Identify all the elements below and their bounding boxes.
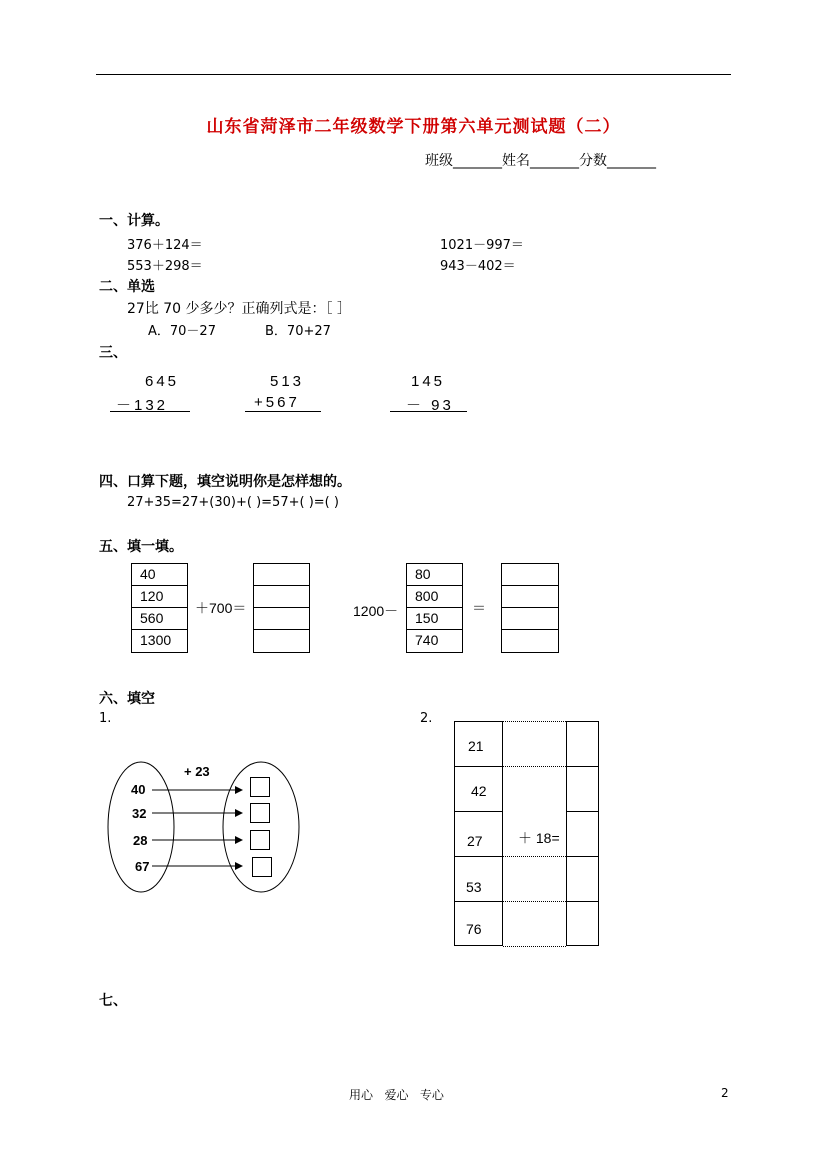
vertical-problem-bottom: － 93 <box>406 397 454 414</box>
column-value: 27 <box>467 833 483 849</box>
mapping-value: 28 <box>133 833 148 848</box>
vertical-problem-line <box>245 411 321 412</box>
header-rule <box>96 74 731 75</box>
single-choice-question: 27比 70 少多少？正确列式是：［ ］ <box>127 301 351 317</box>
question-1-label: 1. <box>99 711 112 726</box>
vertical-problem-top: 145 <box>411 373 446 390</box>
mapping-value: 32 <box>132 806 147 821</box>
column-value: 42 <box>471 783 487 799</box>
answer-box[interactable] <box>250 830 270 850</box>
answer-cell[interactable] <box>501 585 559 608</box>
answer-box[interactable] <box>250 777 270 797</box>
section-7-heading: 七、 <box>99 993 127 1009</box>
answer-cell[interactable] <box>566 811 599 857</box>
table-cell: 740 <box>406 629 463 653</box>
answer-cell[interactable] <box>253 607 310 630</box>
answer-box[interactable] <box>252 857 272 877</box>
page-title: 山东省菏泽市二年级数学下册第六单元测试题（二） <box>206 117 621 137</box>
option-b: B．70+27 <box>265 324 331 339</box>
table-cell: 800 <box>406 585 463 608</box>
answer-cell[interactable] <box>253 629 310 653</box>
table-cell: 40 <box>131 563 188 586</box>
section-1-heading: 一、计算。 <box>99 213 169 229</box>
column-operation: ＋ 18= <box>518 830 560 846</box>
right-prefix: 1200－ <box>353 603 399 619</box>
answer-cell[interactable] <box>253 585 310 608</box>
calc-item: 1021－997＝ <box>440 238 524 253</box>
right-equals: ＝ <box>472 600 486 616</box>
answer-cell[interactable] <box>253 563 310 586</box>
table-cell: 80 <box>406 563 463 586</box>
left-operation: ＋700＝ <box>195 600 247 616</box>
section-5-heading: 五、填一填。 <box>99 539 183 555</box>
option-a: A．70－27 <box>148 324 216 339</box>
mapping-value: 67 <box>135 859 150 874</box>
answer-cell[interactable] <box>501 607 559 630</box>
table-cell: 560 <box>131 607 188 630</box>
answer-cell[interactable] <box>566 901 599 946</box>
answer-cell[interactable] <box>566 856 599 902</box>
table-cell: 1300 <box>131 629 188 653</box>
mental-math-expression: 27+35=27+(30)+( )=57+( )=( ) <box>127 495 339 510</box>
page-number: 2 <box>721 1086 729 1100</box>
section-3-heading: 三、 <box>99 345 127 361</box>
dotted-connector <box>503 901 566 902</box>
question-2-label: 2. <box>420 711 433 726</box>
column-value: 76 <box>466 921 482 937</box>
answer-cell[interactable] <box>501 629 559 653</box>
vertical-problem-top: 513 <box>270 373 305 390</box>
answer-cell[interactable] <box>566 721 599 767</box>
mapping-value: 40 <box>131 782 146 797</box>
calc-item: 553＋298＝ <box>127 259 203 274</box>
vertical-problem-top: 645 <box>145 373 180 390</box>
answer-box[interactable] <box>250 803 270 823</box>
table-cell: 150 <box>406 607 463 630</box>
column-value: 21 <box>468 738 484 754</box>
calc-item: 943－402＝ <box>440 259 516 274</box>
table-cell: 120 <box>131 585 188 608</box>
vertical-problem-line <box>390 411 467 412</box>
vertical-problem-line <box>110 411 190 412</box>
dotted-connector <box>503 856 566 857</box>
section-6-heading: 六、填空 <box>99 691 155 707</box>
dotted-connector <box>503 946 566 947</box>
section-2-heading: 二、单选 <box>99 279 155 295</box>
footer-motto: 用心 爱心 专心 <box>349 1088 444 1102</box>
answer-cell[interactable] <box>566 766 599 812</box>
column-value: 53 <box>466 879 482 895</box>
mapping-operation: + 23 <box>184 764 210 779</box>
dotted-connector <box>503 721 566 722</box>
dotted-connector <box>503 766 566 767</box>
student-info-line: 班级_______姓名_______分数_______ <box>425 153 656 169</box>
section-4-heading: 四、口算下题，填空说明你是怎样想的。 <box>99 474 351 490</box>
calc-item: 376＋124＝ <box>127 238 203 253</box>
vertical-problem-bottom: －132 <box>116 397 169 414</box>
answer-cell[interactable] <box>501 563 559 586</box>
vertical-problem-bottom: +567 <box>254 394 300 411</box>
